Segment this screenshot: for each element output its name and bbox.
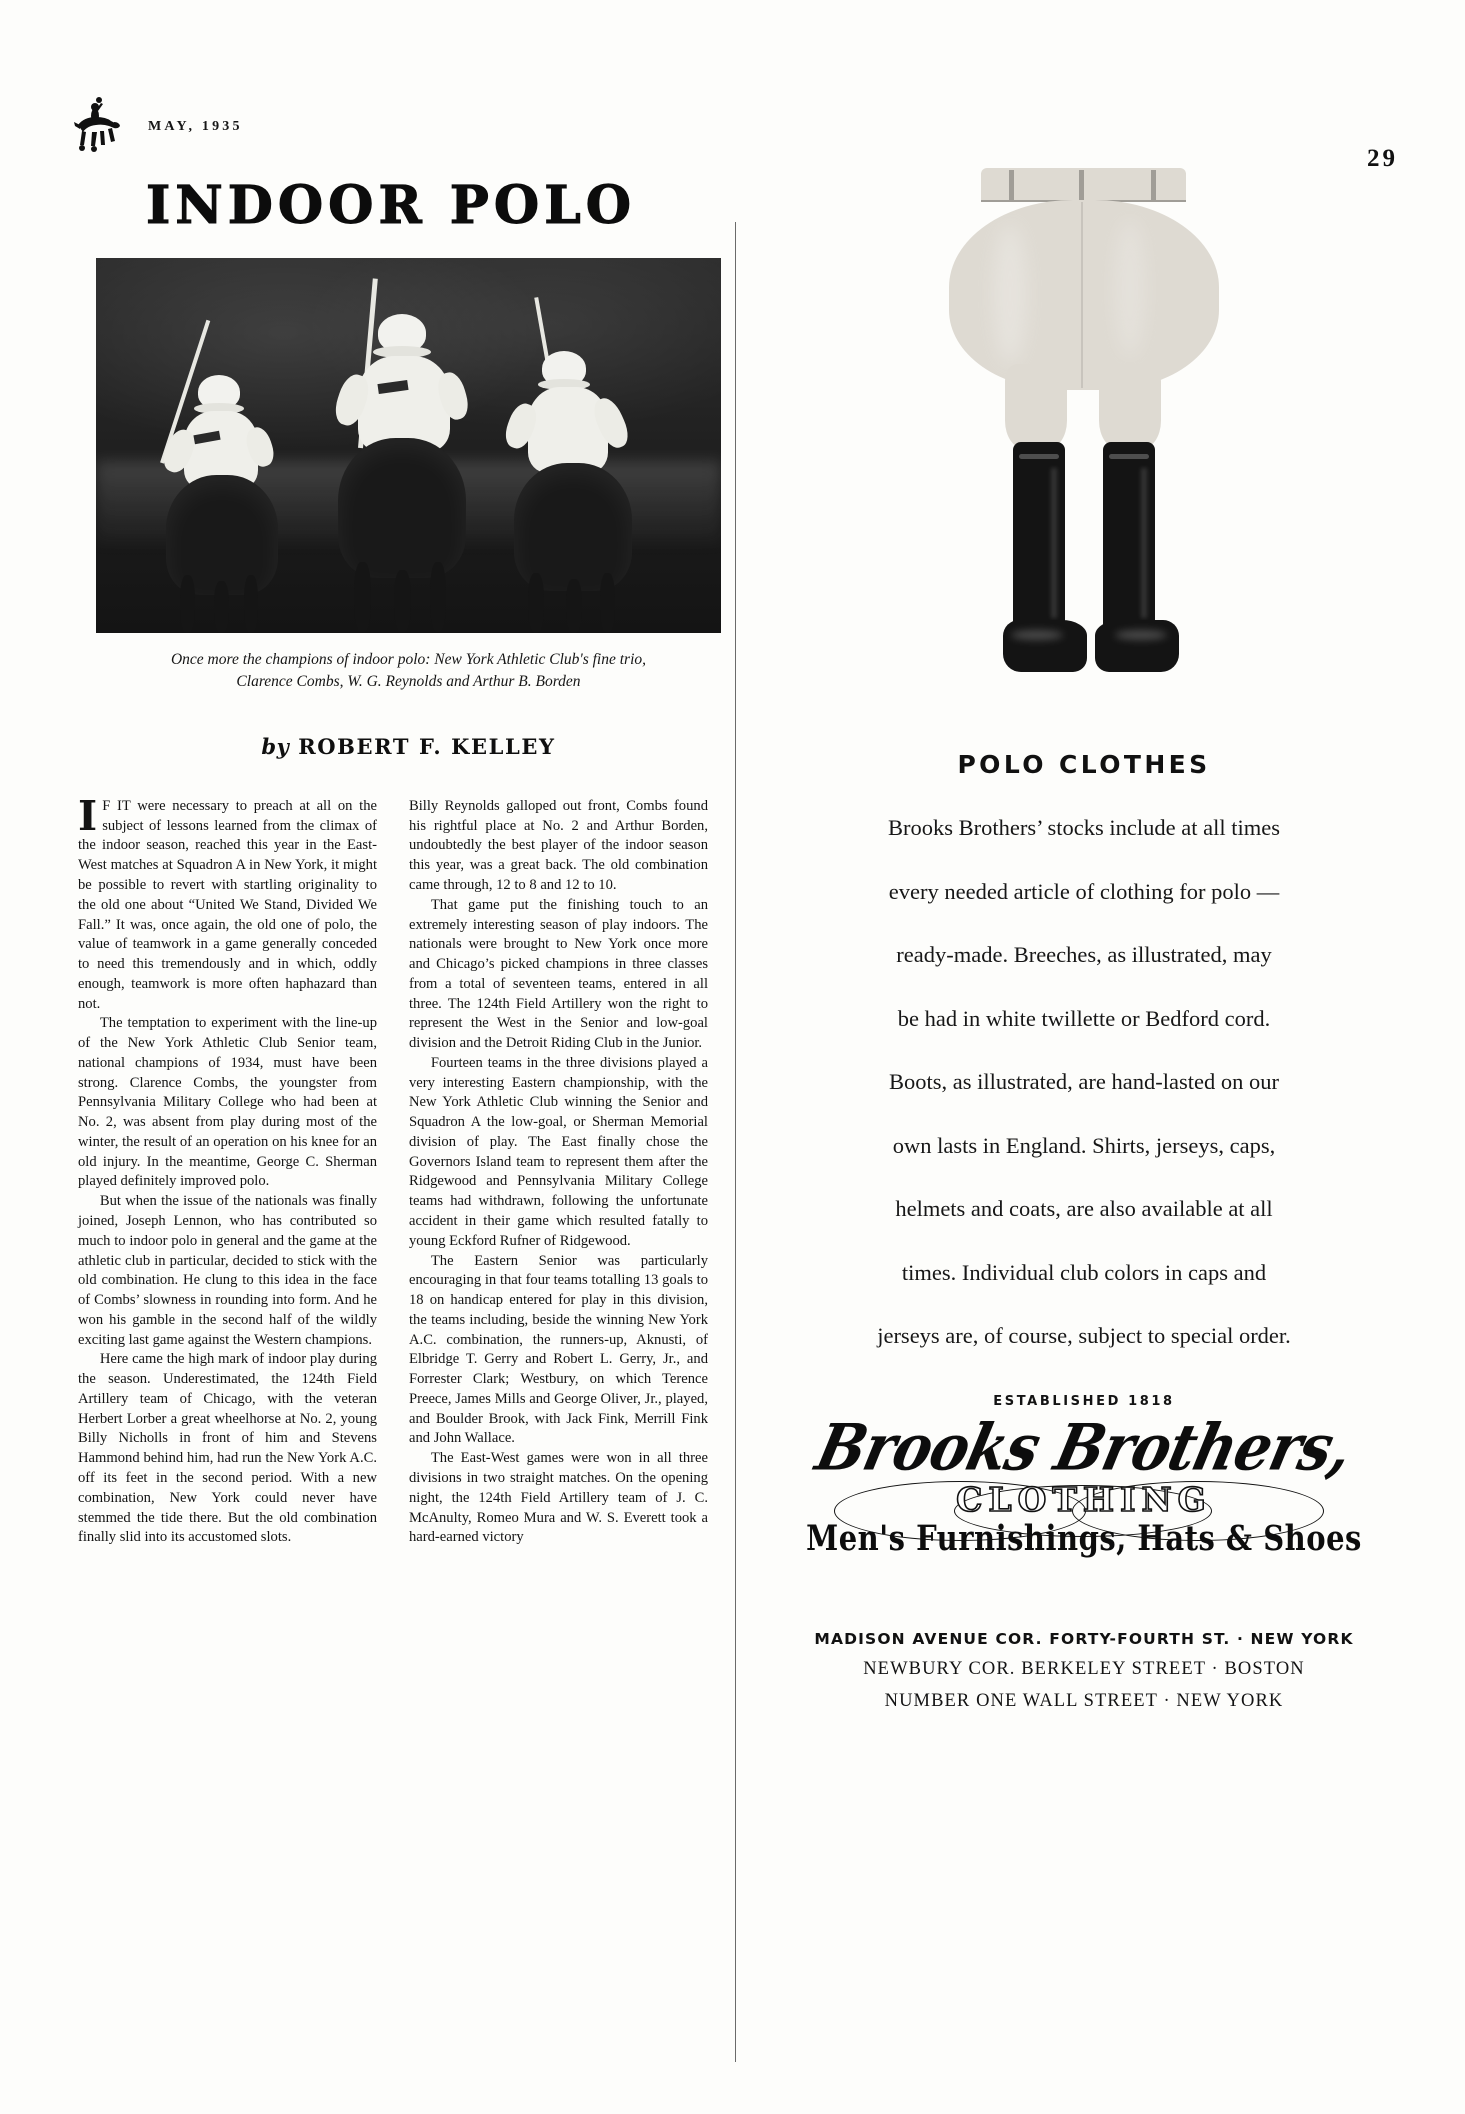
logo-clothing-wordmark: CLOTHING: [956, 1479, 1212, 1519]
breeches-hips: [949, 200, 1219, 390]
address-line-new-york-wall-street: NUMBER ONE WALL STREET · NEW YORK: [884, 1690, 1284, 1711]
article-paragraph: But when the issue of the nationals was finally joined, Joseph Lennon, who has contributed so much to indoor polo in general and the game at the athletic club in particular, decided to stick with the old combination. He clung to this idea in the face of Combs’ slowness in rounding into form. And he won his gamble in the second half of the wildly exciting last game against the Western champions.: [78, 1193, 377, 1348]
article-paragraph: The East-West games were won in all three divisions in two straight matches. On the opening night, the 124th Field Artillery team of J. C. McAnulty, Romeo Mura and W. S. Everett took a hard-earned victory: [409, 1450, 708, 1546]
breeches-left-leg: [1005, 364, 1067, 450]
photo-caption: [96, 649, 721, 694]
ad-copy-line: own lasts in England. Shirts, jerseys, caps,: [892, 1132, 1276, 1158]
ad-copy-line: jerseys are, of course, subject to special order.: [877, 1323, 1291, 1348]
logo-script-wordmark: Brooks Brothers,: [809, 1409, 1359, 1485]
article-paragraph: The temptation to experiment with the line-up of the New York Athletic Club Senior team, national champions of 1934, must have been strong. Clarence Combs, the youngster from Pennsylvania Military College who had been at No. 2, was absent from play during most of the winter, the result of an operation on his knee for an old injury. In the meantime, George C. Sherman played definitely improved polo.: [78, 1015, 377, 1190]
riding-boot-left: [1013, 442, 1065, 632]
article-paragraph: IF IT were necessary to preach at all on the subject of lessons learned from the climax of the indoor season, reached this year in the East-West matches at Squadron A in New York, it might be possible to revert with startling originality to the old one about “United We Stand, Divided We Fall.” It was, once again, the old one of polo, the value of teamwork in a game generally conceded to need this tremendously and in which, oddly enough, teamwork is more often haphazard than not.: [78, 791, 377, 1012]
ad-copy-line: every needed article of clothing for polo —: [888, 878, 1280, 904]
photo-rider-right: [486, 293, 676, 633]
photo-caption-line-1: Once more the champions of indoor polo: New York Athletic Club's fine trio,: [170, 651, 647, 668]
ad-copy-line: ready-made. Breeches, as illustrated, may: [896, 942, 1272, 967]
advertisement-section: [770, 168, 1398, 1712]
article-paragraph: Here came the high mark of indoor play during the season. Underestimated, the 124th Field Artillery team of Chicago, with the veteran Herbert Lorber a great wheelhorse at No. 2, young Billy Nicholls in front of him and Stevens Hammond behind him, had run the New York A.C. off its feet in the second period. With a new combination, New York could never have stemmed the tide there. But the old combination finally slid into its accustomed slots.: [78, 1351, 377, 1546]
address-line-new-york-madison: MADISON AVENUE COR. FORTY-FOURTH ST. · NEW YORK: [814, 1629, 1354, 1648]
address-line-boston: NEWBURY COR. BERKELEY STREET · BOSTON: [863, 1658, 1305, 1679]
ad-copy-line: Boots, as illustrated, are hand-lasted on our: [889, 1069, 1279, 1094]
article-paragraph: The Eastern Senior was particularly encouraging in that four teams totalling 13 goals to 18 on handicap entered for play in this division, the teams including, beside the winning New York A.C. combination, the runners-up, Aknusti, of Elbridge T. Gerry and Robert L. Gerry, Jr., and Forrester Clark; Westbury, on which Terence Preece, James Mills and George Oliver, Jr., played, and Boulder Brook, with Jack Fink, Merrill Fink and John Wallace.: [409, 1252, 708, 1447]
byline: [96, 734, 721, 759]
riding-boot-right: [1103, 442, 1155, 632]
ad-heading: POLO CLOTHES: [957, 750, 1211, 779]
article-column-right: [409, 797, 708, 1548]
photo-rider-center: [306, 278, 496, 633]
byline-prefix: by: [261, 733, 290, 759]
riding-boot-right-foot: [1095, 620, 1179, 672]
page-number: 29: [1367, 145, 1398, 172]
logo-services-wordmark: Men's Furnishings, Hats & Shoes: [806, 1517, 1362, 1558]
page-title: INDOOR POLO: [145, 175, 637, 236]
running-head: [68, 95, 1398, 172]
ad-copy-line: helmets and coats, are also available at all: [895, 1196, 1273, 1221]
article-paragraph: Fourteen teams in the three divisions played a very interesting Eastern championship, with the New York Athletic Club winning the Senior and Squadron A the low-goal, or Sherman Memorial division of play. The East finally chose the Governors Island team to represent them after the Ridgewood and Pennsylvania Military College teams had withdrawn, following the unfortunate accident in their game which resulted fatally to young Eckford Rufner of Ridgewood.: [409, 1054, 708, 1249]
ad-body-copy: [804, 817, 1364, 1348]
article-columns: [78, 791, 708, 1548]
polo-rider-horse-icon: [68, 95, 128, 155]
issue-date: MAY, 1935: [148, 119, 243, 134]
ad-copy-line: Brooks Brothers’ stocks include at all times: [887, 815, 1280, 840]
polo-breeches-boots-photograph: [919, 168, 1249, 698]
byline-author: ROBERT F. KELLEY: [298, 733, 556, 759]
article-paragraph: That game put the finishing touch to an extremely interesting season of play indoors. The nationals were brought to New York once more and Chicago’s picked champions in three classes from a total of seventeen teams, entered in all three. The 124th Field Artillery won the right to represent the West in the Senior and low-goal division and the Detroit Riding Club in the Junior.: [409, 896, 708, 1052]
editorial-section: [68, 175, 708, 1548]
established-year-text: ESTABLISHED 1818: [993, 1393, 1175, 1409]
breeches-right-leg: [1099, 364, 1161, 450]
polo-match-photograph: [96, 258, 721, 633]
photo-caption-line-2: Clarence Combs, W. G. Reynolds and Arthur B. Borden: [236, 673, 581, 691]
ad-copy-line: be had in white twillette or Bedford cord.: [897, 1005, 1271, 1031]
article-paragraph: Billy Reynolds galloped out front, Combs found his rightful place at No. 2 and Arthur Borden, undoubtedly the best player of the indoor season this year, was a great back. The old combination came through, 12 to 8 and 12 to 10.: [409, 797, 708, 893]
store-addresses: [770, 1630, 1398, 1712]
photo-rider-left: [136, 303, 306, 633]
brooks-brothers-logo: [804, 1409, 1364, 1604]
ad-copy-line: times. Individual club colors in caps and: [901, 1259, 1267, 1285]
column-divider-rule: [735, 222, 736, 2062]
riding-boot-left-foot: [1003, 620, 1087, 672]
article-column-left: [78, 791, 377, 1548]
